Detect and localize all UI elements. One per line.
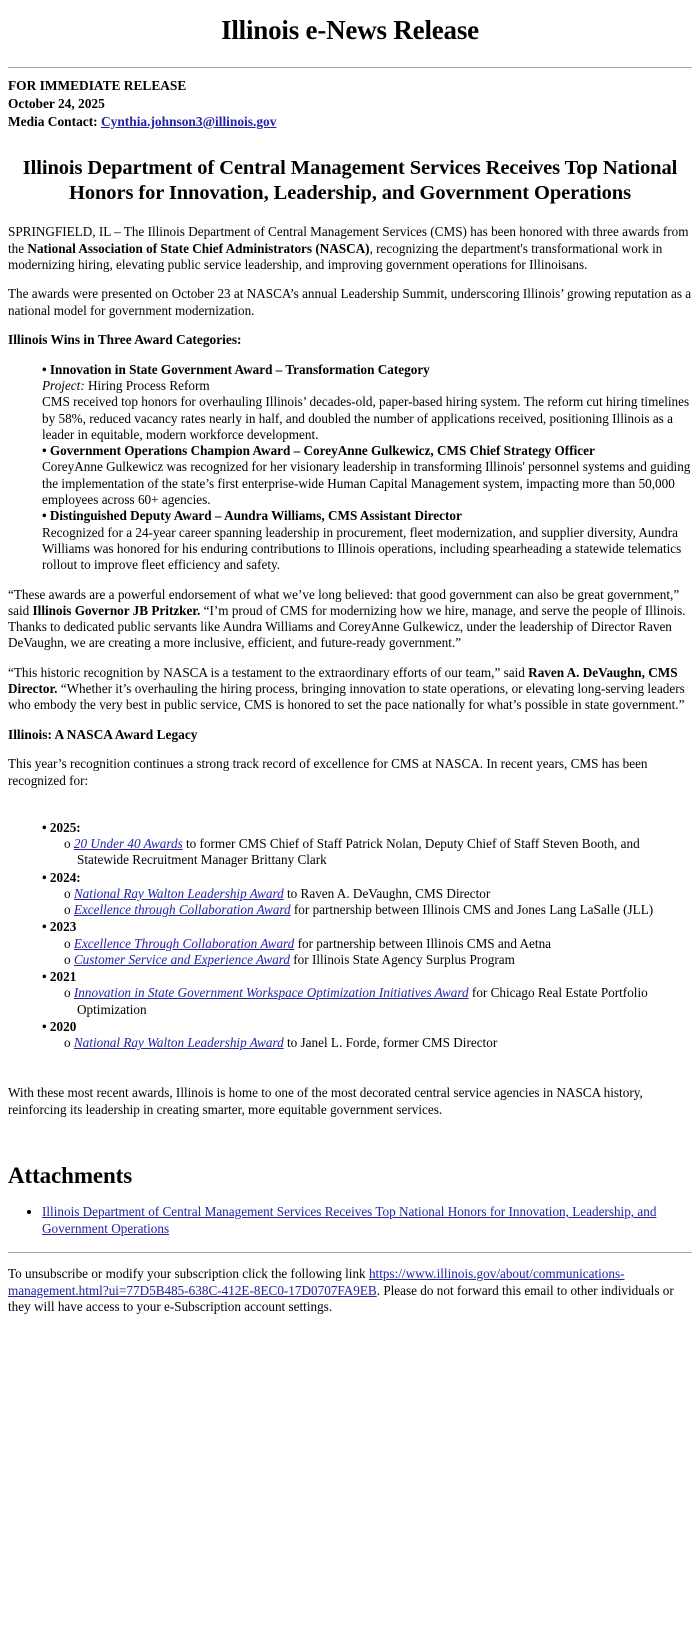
award-link[interactable]: Innovation in State Government Workspace Optimization Initiatives Award [73,985,469,1001]
award-entry-text: to Janel L. Forde, former CMS Director [283,1035,498,1051]
quote1-before: “These awards are a powerful endorsement of what we’ve long believed: that good government can also be great government,” said [8,586,680,618]
quote2-after: “Whether it’s overhauling the hiring process, bringing innovation to state operations, or elevating long-serving leaders who embody the very best in public service, CMS is honored to set the pace nationally for what’s possible in state government.” [8,681,685,713]
attachment-link[interactable]: Illinois Department of Central Management Services Receives Top National Honors for Innovation, Leadership, and Government Operations [42,1204,657,1236]
intro-p1-before: SPRINGFIELD, IL – The Illinois Department of Central Management Services (CMS) has been honored with three awards from the [8,224,689,256]
award-link[interactable]: Excellence Through Collaboration Award [73,935,295,951]
list-item [64,1035,692,1051]
award-title: • Government Operations Champion Award – CoreyAnne Gulkewicz, CMS Chief Strategy Officer [42,443,595,459]
release-status: FOR IMMEDIATE RELEASE [8,77,187,93]
legacy-year-group [42,869,692,919]
quote-devaughn [8,665,692,714]
legacy-year-label: • 2023 [42,918,692,935]
award-title: • Innovation in State Government Award – Transformation Category [42,361,430,377]
award-title: • Distinguished Deputy Award – Aundra Williams, CMS Assistant Director [42,508,462,524]
quote1-after: “I’m proud of CMS for modernizing how we hire, manage, and serve the people of Illinois. Thanks to dedicated public servants like Aundra Williams and CoreyAnne Gulkewicz, under the leadership of Director Raven DeVaughn, we are creating a more inclusive, efficient, and future-ready government.” [8,602,686,651]
award-link[interactable]: National Ray Walton Leadership Award [73,1035,284,1051]
legacy-intro: This year’s recognition continues a strong track record of excellence for CMS at NASCA. In recent years, CMS has been recognized for: [8,756,648,788]
legacy-year-label: • 2020 [42,1018,692,1035]
award-project-value: Hiring Process Reform [84,377,210,393]
legacy-subheading: Illinois: A NASCA Award Legacy [8,726,198,742]
page-title: Illinois e-News Release [221,15,479,45]
legacy-year-label: • 2021 [42,968,692,985]
award-entry-text: for partnership between Illinois CMS and Jones Lang LaSalle (JLL) [290,902,654,918]
footer-divider [8,1252,692,1253]
list-item [64,836,692,869]
award-description: Recognized for a 24-year career spanning leadership in procurement, fleet modernization, and supplier diversity, Aundra Williams was honored for his enduring contributions to Illinois operations, including spearheading a statewide telematics rollout to improve fleet efficiency and safety. [42,524,682,573]
legacy-year-group [42,1018,692,1051]
media-contact-line [8,113,692,131]
award-entry-text: for Illinois State Agency Surplus Program [289,951,515,967]
legacy-year-label: • 2025: [42,819,692,836]
list-item [42,1204,692,1237]
quote-pritzker [8,587,692,652]
legacy-closing-paragraph: With these most recent awards, Illinois is home to one of the most decorated central service agencies in NASCA history, reinforcing its leadership in creating smarter, more equitable government services. [8,1085,643,1117]
award-link[interactable]: Customer Service and Experience Award [73,951,290,967]
intro-paragraph-1 [8,224,692,273]
footer-after-link: . Please do not forward this email to other individuals or they will have access to your e-Subscription account settings. [8,1282,674,1315]
award-link[interactable]: 20 Under 40 Awards [73,836,183,852]
unsubscribe-link[interactable]: https://www.illinois.gov/about/communications-management.html?ui=77D5B485-638C-412E-8EC0-17D0707FA9EB [8,1266,625,1298]
award-link[interactable]: Excellence through Collaboration Award [73,902,291,918]
award-project-label: Project: [42,377,85,393]
attachments-heading: Attachments [8,1162,133,1188]
list-item [64,952,692,968]
media-contact-email-link[interactable]: Cynthia.johnson3@illinois.gov [100,113,277,129]
award-entry-text: for Chicago Real Estate Portfolio Optimization [77,985,648,1017]
quote2-before: “This historic recognition by NASCA is a testament to the extraordinary efforts of our team,” said [8,664,529,680]
legacy-entry-list [42,886,692,919]
award-project [42,378,692,394]
attachments-list [8,1204,692,1237]
award-legacy-list [8,819,692,1051]
list-item [64,886,692,902]
list-item [64,902,692,918]
award-entry-text: to Raven A. DeVaughn, CMS Director [283,885,491,901]
list-item [64,985,692,1018]
award-item [42,362,692,574]
intro-paragraph-2: The awards were presented on October 23 at NASCA’s annual Leadership Summit, underscoring Illinois’ growing reputation as a national model for government modernization. [8,286,692,318]
award-entry-text: for partnership between Illinois CMS and Aetna [294,935,552,951]
quote2-attribution: Raven A. DeVaughn, CMS Director. [8,664,678,696]
header-divider [8,67,692,68]
awards-subheading: Illinois Wins in Three Award Categories: [8,331,242,347]
award-entry-text: to former CMS Chief of Staff Patrick Nolan, Deputy Chief of Staff Steven Booth, and Statewide Recruitment Manager Brittany Clark [77,836,640,868]
media-contact-label: Media Contact: [8,113,98,129]
footer-before-link: To unsubscribe or modify your subscription click the following link [8,1266,369,1282]
list-item [64,936,692,952]
quote1-attribution: Illinois Governor JB Pritzker. [32,602,201,618]
intro-p1-after: , recognizing the department's transformational work in modernizing hiring, elevating public service leadership, and improving government operations for Illinoisans. [8,240,663,273]
legacy-year-label: • 2024: [42,869,692,886]
unsubscribe-footer [8,1266,692,1316]
award-description: CMS received top honors for overhauling Illinois’ decades-old, paper-based hiring system. The reform cut hiring timelines by 58%, reduced vacancy rates nearly in half, and doubled the number of applications received, positioning Illinois as a leader in equitable, modern workforce development. [42,394,690,442]
legacy-entry-list [42,936,692,969]
award-link[interactable]: National Ray Walton Leadership Award [73,885,284,901]
award-description: CoreyAnne Gulkewicz was recognized for her visionary leadership in transforming Illinois' personnel systems and guiding the implementation of the state’s first enterprise-wide Human Capital Management system, impacting more than 50,000 employees across 60+ agencies. [42,459,691,508]
legacy-entry-list [42,1035,692,1051]
nasca-org-name: National Association of State Chief Administrators (NASCA) [27,240,370,256]
article-headline: Illinois Department of Central Management Services Receives Top National Honors for Innovation, Leadership, and Government Operations [22,157,678,205]
legacy-year-group [42,819,692,869]
release-date: October 24, 2025 [8,95,105,111]
legacy-entry-list [42,836,692,869]
legacy-year-group [42,918,692,968]
legacy-entry-list [42,985,692,1018]
legacy-year-group [42,968,692,1018]
release-meta [8,77,692,130]
